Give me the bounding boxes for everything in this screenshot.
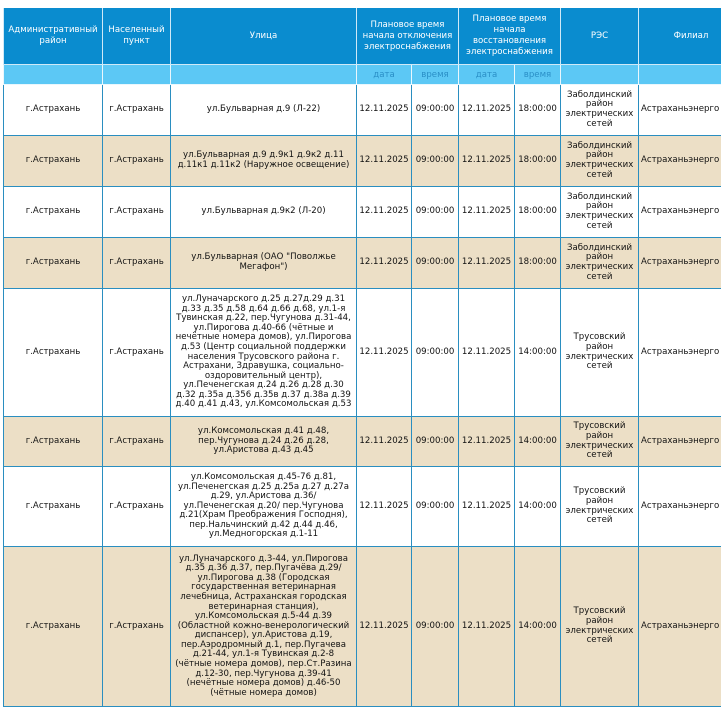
cell-off-date: 12.11.2025 [357,238,412,289]
header-locality: Населенный пункт [103,8,171,65]
cell-res: Трусовский район электрических сетей [561,547,639,707]
cell-street: ул.Бульварная д.9 (Л-22) [171,85,357,136]
cell-res: Трусовский район электрических сетей [561,289,639,417]
cell-restore-date: 12.11.2025 [459,187,515,238]
cell-branch: Астраханьэнерго [639,187,721,238]
cell-off-time: 09:00:00 [412,238,459,289]
cell-res: Трусовский район электрических сетей [561,417,639,467]
cell-district: г.Астрахань [4,417,103,467]
cell-off-date: 12.11.2025 [357,417,412,467]
cell-district: г.Астрахань [4,136,103,187]
cell-off-date: 12.11.2025 [357,136,412,187]
cell-restore-date: 12.11.2025 [459,136,515,187]
table-row [4,238,721,289]
cell-off-date: 12.11.2025 [357,85,412,136]
table-row [4,289,721,417]
cell-off-date: 12.11.2025 [357,467,412,547]
cell-restore-time: 18:00:00 [515,85,561,136]
outage-table-container [3,8,721,707]
cell-branch: Астраханьэнерго [639,417,721,467]
cell-street: ул.Бульварная д.9 д.9к1 д.9к2 д.11 д.11к1 д.11к2 (Наружное освещение) [171,136,357,187]
subheader-empty [639,65,721,85]
cell-locality: г.Астрахань [103,238,171,289]
cell-locality: г.Астрахань [103,289,171,417]
cell-branch: Астраханьэнерго [639,467,721,547]
subheader-empty [103,65,171,85]
cell-locality: г.Астрахань [103,136,171,187]
header-admin-district: Административный район [4,8,103,65]
cell-district: г.Астрахань [4,467,103,547]
cell-restore-date: 12.11.2025 [459,289,515,417]
cell-off-date: 12.11.2025 [357,187,412,238]
table-row [4,417,721,467]
subheader-restore-time: время [515,65,561,85]
outage-schedule-table [3,8,721,707]
subheader-empty [561,65,639,85]
table-row [4,85,721,136]
header-off-time: Плановое время начала отключения электроснабжения [357,8,459,65]
cell-res: Заболдинский район электрических сетей [561,136,639,187]
cell-district: г.Астрахань [4,238,103,289]
cell-restore-time: 18:00:00 [515,187,561,238]
cell-restore-time: 14:00:00 [515,467,561,547]
cell-restore-time: 14:00:00 [515,289,561,417]
cell-branch: Астраханьэнерго [639,289,721,417]
cell-off-time: 09:00:00 [412,187,459,238]
cell-branch: Астраханьэнерго [639,238,721,289]
cell-restore-date: 12.11.2025 [459,467,515,547]
header-street: Улица [171,8,357,65]
cell-branch: Астраханьэнерго [639,547,721,707]
subheader-row [4,65,721,85]
table-row [4,467,721,547]
cell-street: ул.Луначарского д.3-44, ул.Пирогова д.35 д.36 д.37, пер.Пугачёва д.29/ ул.Пирогова д.38 (Городская государственная ветеринарная лечебница, Астраханская городская ветеринарная станция), ул.Комсомольская д.5-44 д.39 (Областной кожно-венерологический диспансер), ул.Аристова д.19, пер.Аэродромный д.1, пер.Пугачева д.21-44, ул.1-я Тувинская д.2-8 (чётные номера домов), пер.Ст.Разина д.12-30, пер.Чугунова д.39-41 (нечётные номера домов) д.46-50 (чётные номера домов) [171,547,357,707]
cell-locality: г.Астрахань [103,85,171,136]
header-branch: Филиал [639,8,721,65]
cell-district: г.Астрахань [4,187,103,238]
cell-off-time: 09:00:00 [412,417,459,467]
cell-restore-time: 18:00:00 [515,238,561,289]
cell-branch: Астраханьэнерго [639,85,721,136]
header-res: РЭС [561,8,639,65]
table-row [4,136,721,187]
header-restore-time: Плановое время начала восстановления электроснабжения [459,8,561,65]
cell-restore-date: 12.11.2025 [459,238,515,289]
cell-res: Заболдинский район электрических сетей [561,187,639,238]
cell-locality: г.Астрахань [103,417,171,467]
table-row [4,547,721,707]
table-row [4,187,721,238]
cell-off-time: 09:00:00 [412,136,459,187]
subheader-restore-date: дата [459,65,515,85]
cell-restore-date: 12.11.2025 [459,85,515,136]
cell-off-time: 09:00:00 [412,85,459,136]
cell-off-date: 12.11.2025 [357,289,412,417]
cell-district: г.Астрахань [4,547,103,707]
cell-restore-time: 18:00:00 [515,136,561,187]
cell-street: ул.Бульварная д.9к2 (Л-20) [171,187,357,238]
cell-res: Трусовский район электрических сетей [561,467,639,547]
cell-street: ул.Комсомольская д.41 д.48, пер.Чугунова д.24 д.26 д.28, ул.Аристова д.43 д.45 [171,417,357,467]
cell-res: Заболдинский район электрических сетей [561,85,639,136]
cell-street: ул.Комсомольская д.45-76 д.81, ул.Печенегская д.25 д.25а д.27 д.27а д.29, ул.Аристова д.36/ул.Печенегская д.20/ пер.Чугунова д.21(Храм Преображения Господня), пер.Нальчинский д.42 д.44 д.46, ул.Медногорская д.1-11 [171,467,357,547]
cell-res: Заболдинский район электрических сетей [561,238,639,289]
cell-restore-time: 14:00:00 [515,547,561,707]
cell-off-time: 09:00:00 [412,547,459,707]
cell-street: ул.Луначарского д.25 д.27д.29 д.31 д.33 д.35 д.58 д.64 д.66 д.68, ул.1-я Тувинская д.22, пер.Чугунова д.31-44, ул.Пирогова д.40-66 (чётные и нечётные номера домов), ул.Пирогова д.53 (Центр социальной поддержки населения Трусовского района г. Астрахани, Здравушка, социально-оздоровительный центр), ул.Печенегская д.24 д.26 д.28 д.30 д.32 д.35а д.356 д.35в д.37 д.38а д.39 д.40 д.41 д.43, ул.Комсомольская д.53 [171,289,357,417]
cell-off-time: 09:00:00 [412,467,459,547]
cell-off-time: 09:00:00 [412,289,459,417]
subheader-empty [4,65,103,85]
cell-street: ул.Бульварная (ОАО "Поволжье Мегафон") [171,238,357,289]
cell-district: г.Астрахань [4,289,103,417]
cell-district: г.Астрахань [4,85,103,136]
cell-locality: г.Астрахань [103,547,171,707]
cell-restore-date: 12.11.2025 [459,417,515,467]
subheader-empty [171,65,357,85]
cell-restore-date: 12.11.2025 [459,547,515,707]
cell-off-date: 12.11.2025 [357,547,412,707]
subheader-off-time: время [412,65,459,85]
subheader-off-date: дата [357,65,412,85]
cell-branch: Астраханьэнерго [639,136,721,187]
cell-locality: г.Астрахань [103,467,171,547]
header-row [4,8,721,65]
cell-locality: г.Астрахань [103,187,171,238]
cell-restore-time: 14:00:00 [515,417,561,467]
